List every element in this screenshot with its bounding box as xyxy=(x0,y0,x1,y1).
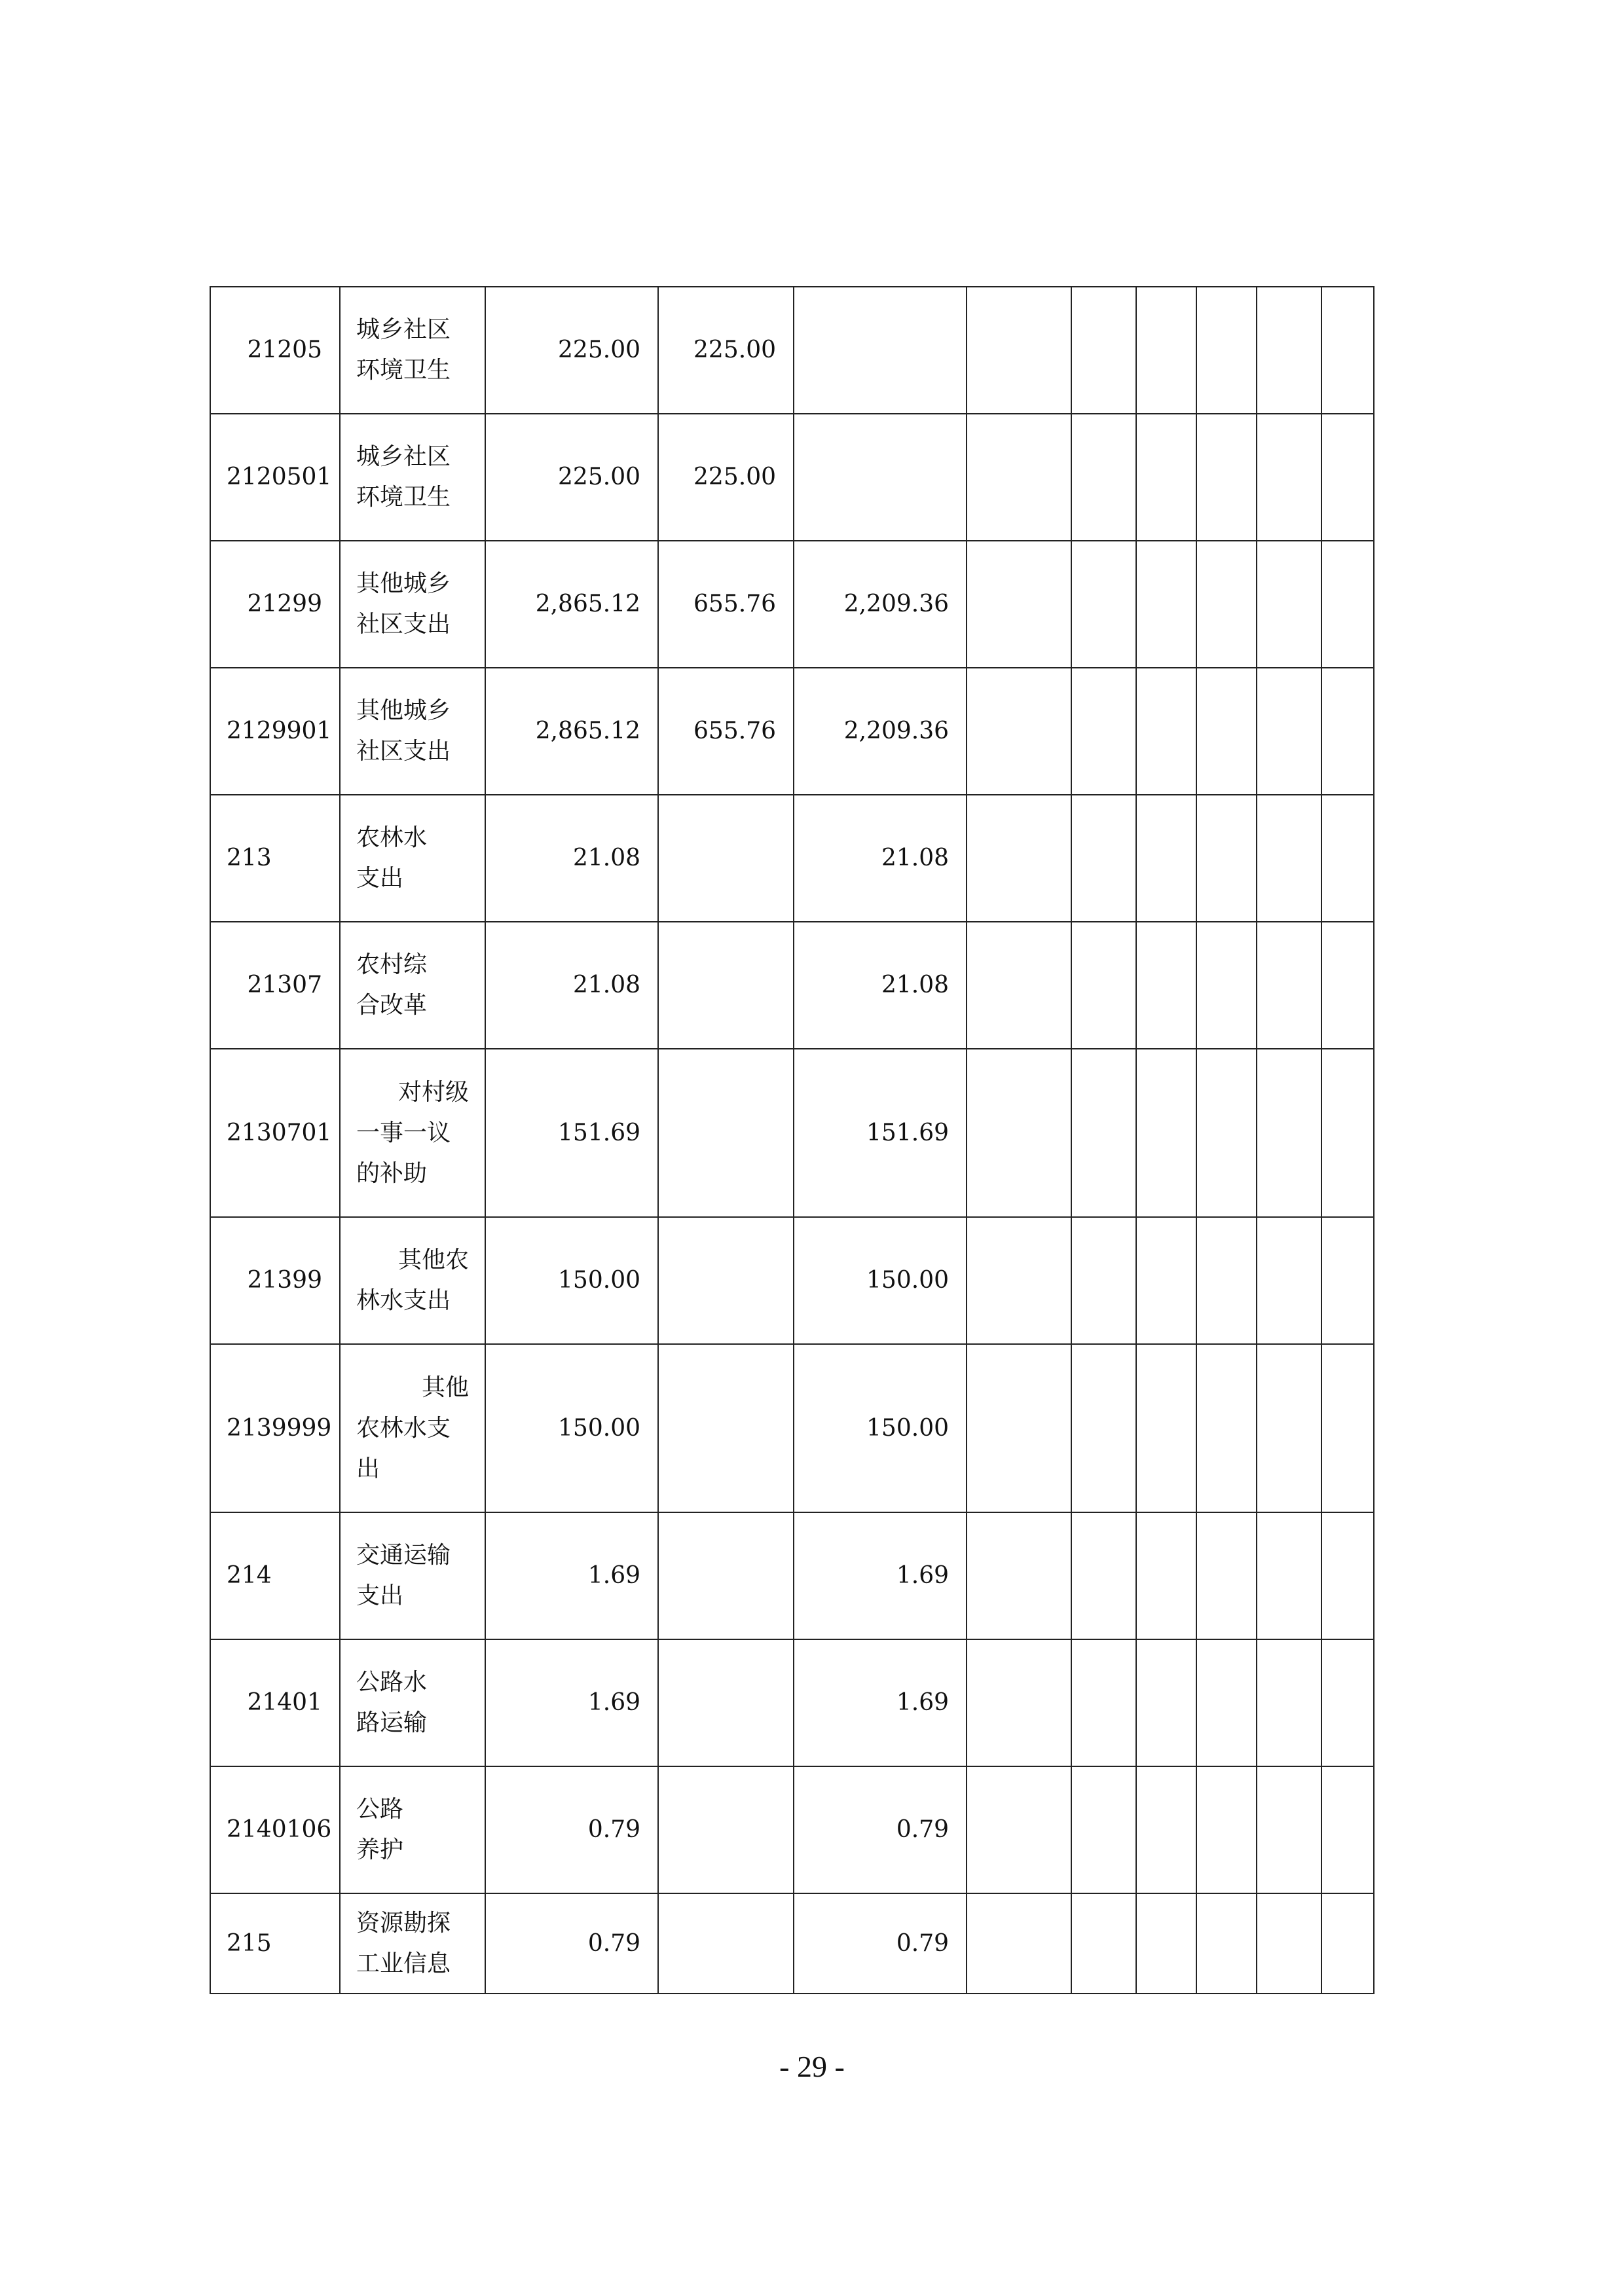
basic-expenditure-cell xyxy=(658,922,794,1049)
empty-cell xyxy=(1196,795,1257,922)
empty-cell xyxy=(1257,287,1321,414)
empty-cell xyxy=(1196,668,1257,795)
subject-name-cell xyxy=(340,414,485,541)
empty-cell xyxy=(1196,1512,1257,1639)
empty-cell xyxy=(1071,541,1136,668)
total-cell: 150.00 xyxy=(485,1344,658,1512)
empty-cell xyxy=(1196,1217,1257,1344)
empty-cell xyxy=(1257,668,1321,795)
table-row xyxy=(210,1217,1422,1344)
empty-cell xyxy=(1196,1766,1257,1893)
subject-code-cell: 21399 xyxy=(210,1217,340,1344)
empty-cell xyxy=(1321,1639,1374,1766)
table-row xyxy=(210,795,1422,922)
empty-cell xyxy=(1071,414,1136,541)
total-cell: 225.00 xyxy=(485,414,658,541)
total-cell: 1.69 xyxy=(485,1639,658,1766)
table-row xyxy=(210,922,1422,1049)
total-cell: 151.69 xyxy=(485,1049,658,1217)
empty-cell xyxy=(1136,668,1196,795)
empty-cell xyxy=(1321,1766,1374,1893)
empty-cell xyxy=(1071,1512,1136,1639)
total-cell: 21.08 xyxy=(485,795,658,922)
subject-name: 资源勘探 工业信息 xyxy=(356,1909,451,1977)
table-row xyxy=(210,414,1422,541)
subject-name-cell xyxy=(340,922,485,1049)
project-expenditure-cell: 2,209.36 xyxy=(794,668,967,795)
empty-cell xyxy=(967,668,1071,795)
table-row xyxy=(210,287,1422,414)
subject-name: 农村综 合改革 xyxy=(356,951,428,1019)
subject-name: 农林水 支出 xyxy=(356,824,428,892)
empty-cell xyxy=(1257,1766,1321,1893)
empty-cell xyxy=(1071,1639,1136,1766)
table-row xyxy=(210,1893,1422,1994)
empty-cell xyxy=(1321,1893,1374,1994)
project-expenditure-cell: 1.69 xyxy=(794,1639,967,1766)
subject-name: 公路 养护 xyxy=(356,1796,404,1863)
project-expenditure-cell: 21.08 xyxy=(794,795,967,922)
subject-name-cell xyxy=(340,541,485,668)
table-row xyxy=(210,1049,1422,1217)
basic-expenditure-cell xyxy=(658,1766,794,1893)
page-number: - 29 - xyxy=(779,2050,845,2083)
empty-cell xyxy=(1257,1639,1321,1766)
subject-name-cell xyxy=(340,287,485,414)
empty-cell xyxy=(967,1049,1071,1217)
empty-cell xyxy=(1071,1217,1136,1344)
subject-name-cell xyxy=(340,668,485,795)
empty-cell xyxy=(1071,1049,1136,1217)
subject-code-cell: 214 xyxy=(210,1512,340,1639)
subject-name-cell xyxy=(340,1512,485,1639)
subject-name: 城乡社区 环境卫生 xyxy=(356,443,451,511)
basic-expenditure-cell xyxy=(658,1512,794,1639)
subject-name: 公路水 路运输 xyxy=(356,1669,428,1736)
empty-cell xyxy=(1257,1344,1321,1512)
project-expenditure-cell xyxy=(794,414,967,541)
empty-cell xyxy=(1071,1893,1136,1994)
basic-expenditure-cell xyxy=(658,1893,794,1994)
empty-cell xyxy=(967,1893,1071,1994)
subject-name: 其他城乡 社区支出 xyxy=(356,570,451,638)
empty-cell xyxy=(1321,1344,1374,1512)
basic-expenditure-cell: 655.76 xyxy=(658,541,794,668)
empty-cell xyxy=(967,1217,1071,1344)
empty-cell xyxy=(1257,1512,1321,1639)
empty-cell xyxy=(1136,1639,1196,1766)
table-row xyxy=(210,1344,1422,1512)
subject-code-cell: 21299 xyxy=(210,541,340,668)
empty-cell xyxy=(1321,287,1374,414)
total-cell: 150.00 xyxy=(485,1217,658,1344)
empty-cell xyxy=(1071,1344,1136,1512)
empty-cell xyxy=(1257,1049,1321,1217)
total-cell: 0.79 xyxy=(485,1766,658,1893)
subject-code-cell: 215 xyxy=(210,1893,340,1994)
project-expenditure-cell: 2,209.36 xyxy=(794,541,967,668)
empty-cell xyxy=(1321,668,1374,795)
project-expenditure-cell: 151.69 xyxy=(794,1049,967,1217)
empty-cell xyxy=(1321,1049,1374,1217)
empty-cell xyxy=(1196,287,1257,414)
project-expenditure-cell: 21.08 xyxy=(794,922,967,1049)
subject-name-cell xyxy=(340,1049,485,1217)
empty-cell xyxy=(1136,795,1196,922)
subject-name-cell xyxy=(340,1344,485,1512)
subject-name: 其他 农林水支 出 xyxy=(356,1374,469,1482)
empty-cell xyxy=(1321,922,1374,1049)
subject-code-cell: 213 xyxy=(210,795,340,922)
subject-code-cell: 2130701 xyxy=(210,1049,340,1217)
empty-cell xyxy=(1196,1893,1257,1994)
project-expenditure-cell: 150.00 xyxy=(794,1344,967,1512)
subject-code-cell: 21307 xyxy=(210,922,340,1049)
project-expenditure-cell: 0.79 xyxy=(794,1766,967,1893)
total-cell: 1.69 xyxy=(485,1512,658,1639)
empty-cell xyxy=(1257,1893,1321,1994)
empty-cell xyxy=(967,1766,1071,1893)
basic-expenditure-cell xyxy=(658,1639,794,1766)
empty-cell xyxy=(1257,414,1321,541)
subject-name-cell xyxy=(340,1893,485,1994)
subject-code-cell: 21401 xyxy=(210,1639,340,1766)
subject-name-cell xyxy=(340,795,485,922)
empty-cell xyxy=(1257,922,1321,1049)
empty-cell xyxy=(1257,795,1321,922)
empty-cell xyxy=(1196,414,1257,541)
empty-cell xyxy=(1071,1766,1136,1893)
empty-cell xyxy=(1136,1217,1196,1344)
basic-expenditure-cell xyxy=(658,1217,794,1344)
empty-cell xyxy=(1136,1766,1196,1893)
subject-name: 其他城乡 社区支出 xyxy=(356,697,451,765)
subject-name-cell xyxy=(340,1639,485,1766)
budget-table xyxy=(210,286,1422,1994)
project-expenditure-cell: 1.69 xyxy=(794,1512,967,1639)
subject-name-cell xyxy=(340,1217,485,1344)
empty-cell xyxy=(1071,287,1136,414)
basic-expenditure-cell xyxy=(658,795,794,922)
subject-code-cell: 2120501 xyxy=(210,414,340,541)
empty-cell xyxy=(1196,1049,1257,1217)
empty-cell xyxy=(1136,922,1196,1049)
basic-expenditure-cell: 655.76 xyxy=(658,668,794,795)
empty-cell xyxy=(1071,922,1136,1049)
empty-cell xyxy=(1136,1049,1196,1217)
total-cell: 0.79 xyxy=(485,1893,658,1994)
empty-cell xyxy=(967,287,1071,414)
subject-code-cell: 2129901 xyxy=(210,668,340,795)
total-cell: 225.00 xyxy=(485,287,658,414)
total-cell: 21.08 xyxy=(485,922,658,1049)
empty-cell xyxy=(967,795,1071,922)
empty-cell xyxy=(1321,795,1374,922)
empty-cell xyxy=(1196,1639,1257,1766)
empty-cell xyxy=(1196,922,1257,1049)
empty-cell xyxy=(967,1639,1071,1766)
empty-cell xyxy=(1321,1217,1374,1344)
empty-cell xyxy=(1071,795,1136,922)
empty-cell xyxy=(1321,1512,1374,1639)
subject-name: 对村级 一事一议 的补助 xyxy=(356,1078,469,1187)
subject-name: 其他农 林水支出 xyxy=(356,1247,469,1314)
basic-expenditure-cell xyxy=(658,1344,794,1512)
subject-name: 城乡社区 环境卫生 xyxy=(356,316,451,384)
empty-cell xyxy=(1136,287,1196,414)
empty-cell xyxy=(1257,1217,1321,1344)
empty-cell xyxy=(1257,541,1321,668)
subject-name: 交通运输 支出 xyxy=(356,1542,451,1609)
project-expenditure-cell xyxy=(794,287,967,414)
empty-cell xyxy=(1136,1512,1196,1639)
table-row xyxy=(210,541,1422,668)
empty-cell xyxy=(1136,541,1196,668)
basic-expenditure-cell: 225.00 xyxy=(658,414,794,541)
empty-cell xyxy=(1136,1893,1196,1994)
empty-cell xyxy=(967,1344,1071,1512)
subject-code-cell: 21205 xyxy=(210,287,340,414)
table-row xyxy=(210,1639,1422,1766)
subject-name-cell xyxy=(340,1766,485,1893)
empty-cell xyxy=(1196,1344,1257,1512)
subject-code-cell: 2139999 xyxy=(210,1344,340,1512)
empty-cell xyxy=(1136,414,1196,541)
table-body xyxy=(210,287,1422,1994)
basic-expenditure-cell: 225.00 xyxy=(658,287,794,414)
table-row xyxy=(210,668,1422,795)
total-cell: 2,865.12 xyxy=(485,541,658,668)
empty-cell xyxy=(967,414,1071,541)
empty-cell xyxy=(967,922,1071,1049)
empty-cell xyxy=(1321,541,1374,668)
empty-cell xyxy=(1071,668,1136,795)
empty-cell xyxy=(1196,541,1257,668)
empty-cell xyxy=(967,541,1071,668)
empty-cell xyxy=(1321,414,1374,541)
empty-cell xyxy=(1136,1344,1196,1512)
project-expenditure-cell: 150.00 xyxy=(794,1217,967,1344)
empty-cell xyxy=(967,1512,1071,1639)
total-cell: 2,865.12 xyxy=(485,668,658,795)
basic-expenditure-cell xyxy=(658,1049,794,1217)
project-expenditure-cell: 0.79 xyxy=(794,1893,967,1994)
table-row xyxy=(210,1766,1422,1893)
table-row xyxy=(210,1512,1422,1639)
subject-code-cell: 2140106 xyxy=(210,1766,340,1893)
